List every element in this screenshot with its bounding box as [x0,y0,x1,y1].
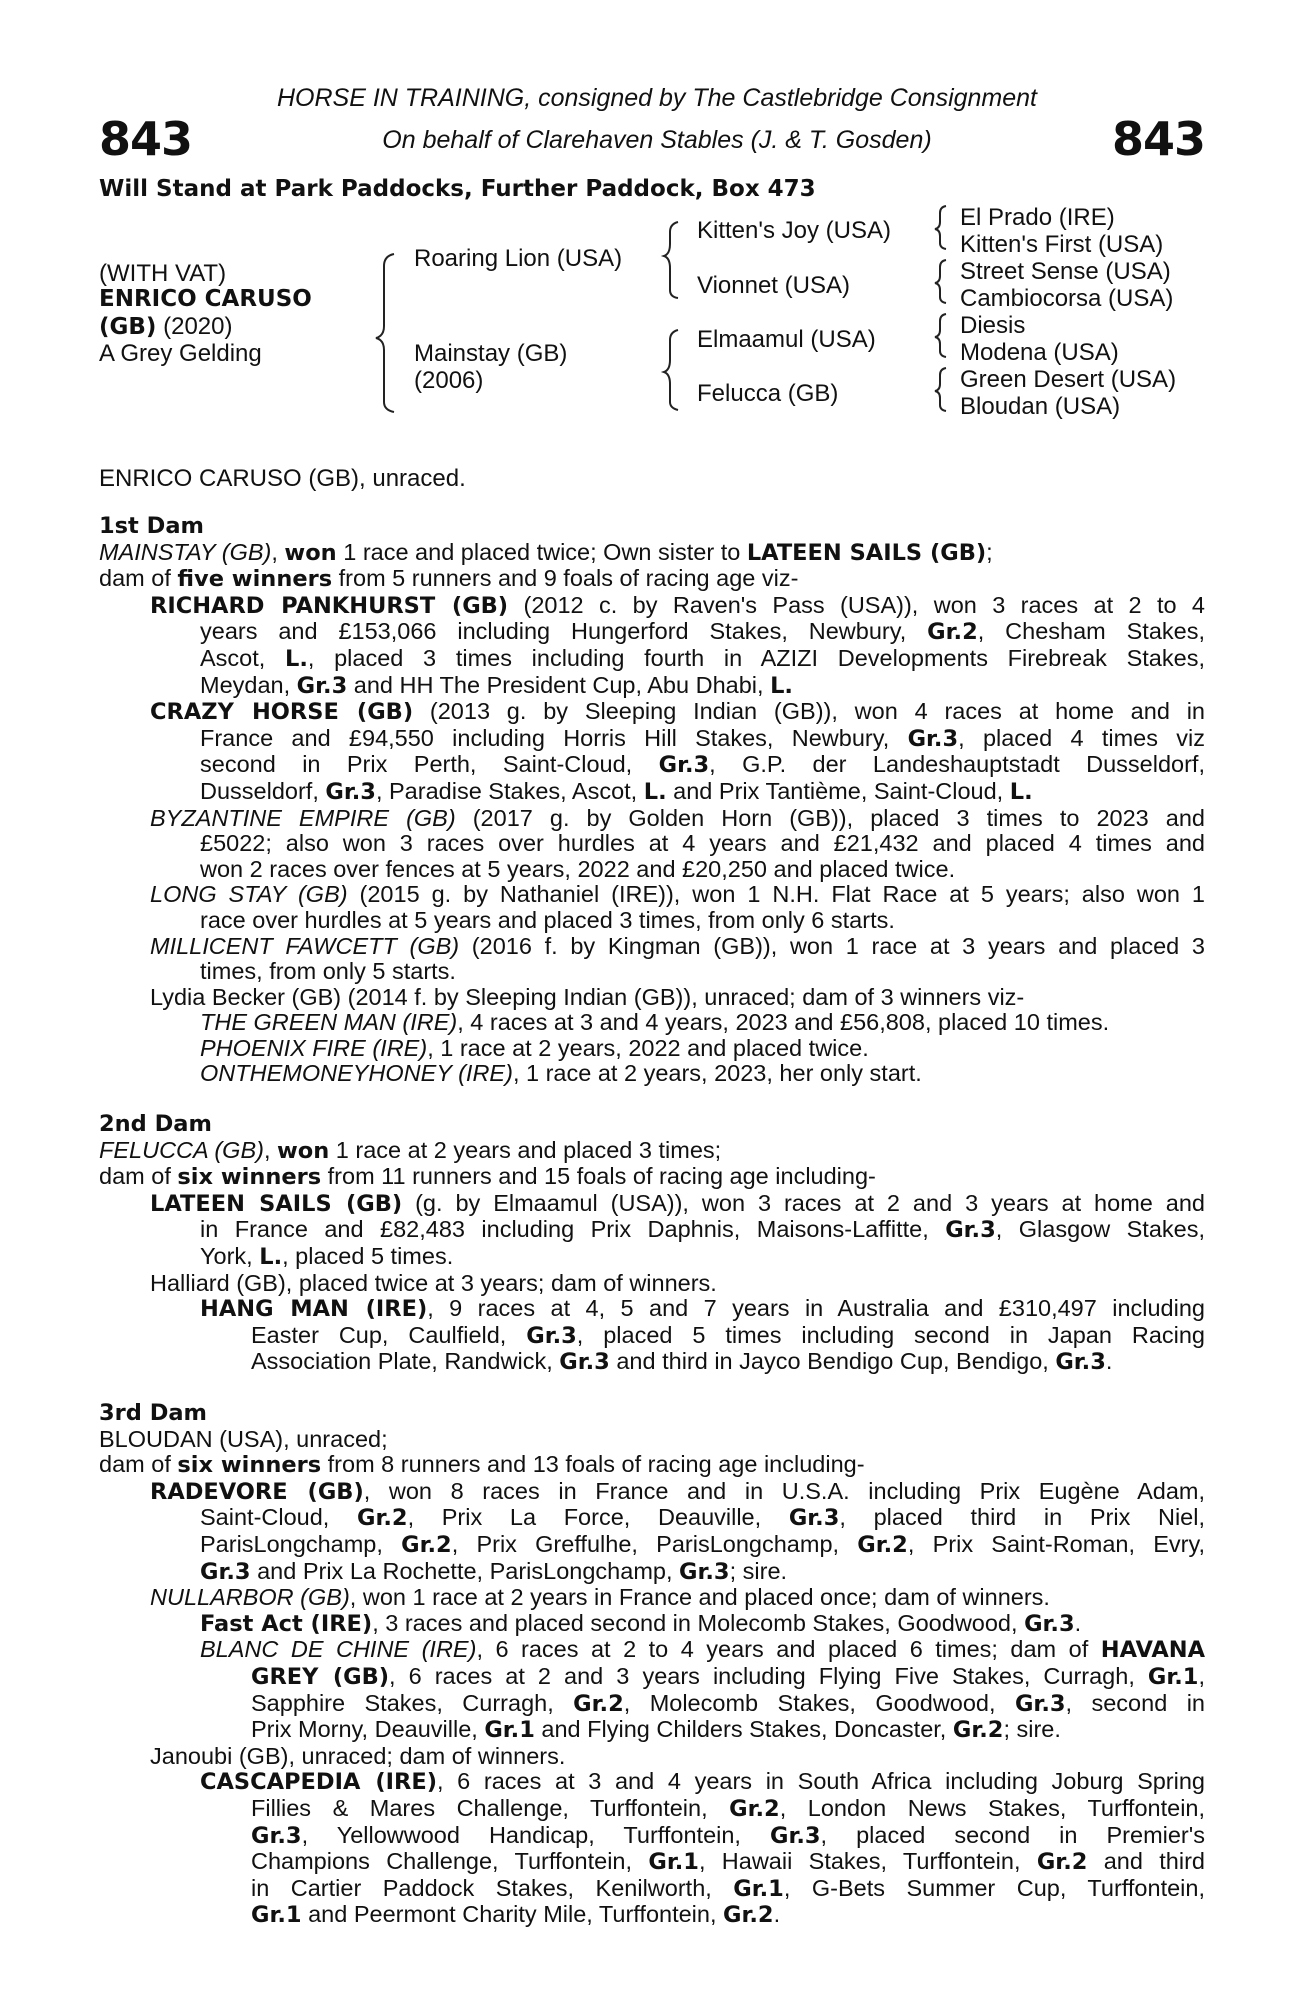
bold-text: five winners [177,566,333,593]
text: , Prix Greffulhe, ParisLongchamp, [451,1530,858,1557]
text: , Paradise Stakes, Ascot, [375,777,644,804]
text: , [271,538,285,565]
bold-text: Gr.1 [484,1717,535,1744]
record-line [99,566,1205,593]
text: from 8 runners and 13 foals of racing age including- [321,1451,865,1478]
brace-sire [664,222,678,298]
record-line [200,673,1205,700]
italic-text: PHOENIX FIRE (IRE) [200,1034,428,1061]
bold-text: HAVANA [1100,1637,1205,1664]
pedigree-sds: Street Sense (USA) [960,258,1171,285]
bold-text: Gr.2 [857,1531,908,1558]
text: , 3 races and placed second in Molecomb Stakes, Goodwood, [372,1609,1025,1636]
record-line [200,726,1205,753]
text: , Molecomb Stakes, Goodwood, [623,1689,1015,1716]
text: Dusseldorf, [200,777,326,804]
text: , won 8 races in France and in U.S.A. including Prix Eugène Adam, [363,1477,1205,1504]
record-line [200,908,1205,934]
record-line [200,1296,1205,1323]
record-line [200,1505,1205,1532]
horse-description: A Grey Gelding [99,340,262,367]
bold-text: Gr.3 [907,725,959,752]
italic-text: THE GREEN MAN (IRE) [200,1009,458,1036]
record-line [200,959,1205,985]
bold-text: Gr.3 [788,1505,840,1532]
bold-text: Gr.2 [401,1531,452,1558]
bold-text: Gr.3 [945,1217,996,1244]
bold-text: Gr.3 [1024,1610,1075,1637]
pedigree-ddd: Bloudan (USA) [960,393,1121,420]
record-line [200,646,1205,673]
text: and Prix La Rochette, ParisLongchamp, [250,1557,680,1584]
text: (g. by Elmaamul (USA)), won 3 races at 2 and 3 years at home and [402,1189,1205,1216]
record-line [200,1010,1205,1036]
bold-text: Gr.2 [729,1795,780,1822]
text: ; [986,538,993,565]
record-line [251,1876,1205,1903]
text: Fillies & Mares Challenge, Turffontein, [251,1794,730,1821]
pedigree-dds: Green Desert (USA) [960,366,1177,393]
bold-text: Gr.3 [526,1322,577,1349]
record-line [150,1744,1205,1770]
text: (2016 f. by Kingman (GB)), won 1 race at 3 years and placed 3 [459,932,1205,959]
text: Association Plate, Randwick, [251,1348,560,1375]
record-line [200,831,1205,857]
text: France and £94,550 including Horris Hill Stakes, Newbury, [200,724,908,751]
text: Prix Morny, Deauville, [251,1716,485,1743]
record-line [200,1611,1205,1638]
record-line [200,1637,1205,1664]
record-line [251,1717,1205,1744]
text: , placed second in Premier's [820,1821,1205,1848]
bold-text: Fast Act (IRE) [200,1610,373,1637]
bold-text: LATEEN SAILS (GB) [746,539,987,566]
text: , Chesham Stakes, [977,618,1205,645]
text: (2013 g. by Sleeping Indian (GB)), won 4 races at home and in [413,698,1205,725]
text: , [263,1136,278,1163]
bold-text: six winners [177,1164,322,1191]
pedigree-dam: Mainstay (GB) [414,340,568,367]
pedigree-sss: El Prado (IRE) [960,204,1115,231]
bold-text: won [277,1137,330,1164]
pedigree-sire: Roaring Lion (USA) [414,245,623,272]
text: , 4 races at 3 and 4 years, 2023 and £56,808, placed 10 times. [457,1009,1110,1036]
bold-text: Gr.3 [769,1822,821,1849]
text: , London News Stakes, Turffontein, [779,1794,1206,1821]
bold-text: Gr.1 [1147,1663,1199,1690]
brace-dam [664,330,678,410]
text: , second in [1065,1689,1205,1716]
text: Sapphire Stakes, Curragh, [251,1689,574,1716]
pedigree-sd: Vionnet (USA) [697,272,850,299]
text: won 2 races over fences at 5 years, 2022 and £20,250 and placed twice. [200,855,956,882]
text: Ascot, [200,644,285,671]
stand-location: Will Stand at Park Paddocks, Further Paddock, Box 473 [99,176,816,202]
record-line [150,1585,1205,1611]
lot-number-left: 843 [99,112,193,166]
text: dam of [99,565,178,592]
text: Champions Challenge, Turffontein, [251,1848,649,1875]
record-line [150,593,1205,620]
bold-text: Gr.2 [723,1902,774,1929]
text: York, [200,1243,260,1270]
text: , placed 5 times including second in Japan Racing [576,1321,1205,1348]
dam-heading: 3rd Dam [99,1400,207,1426]
record-line [200,1532,1205,1559]
record-line [99,540,1205,567]
record-line [150,934,1205,960]
bold-text: Gr.2 [573,1690,624,1717]
text: , 6 races at 2 to 4 years and placed 6 times; dam of [476,1636,1101,1663]
bold-text: Gr.3 [679,1558,730,1585]
text: race over hurdles at 5 years and placed 3 times, from only 6 starts. [200,906,895,933]
text: and HH The President Cup, Abu Dhabi, [347,671,771,698]
italic-text: FELUCCA (GB) [99,1136,264,1163]
bold-text: L. [259,1244,283,1271]
bold-text: RADEVORE (GB) [150,1478,364,1505]
text: £5022; also won 3 races over hurdles at 4 years and £21,432 and placed 4 times and [200,830,1205,857]
record-line [251,1796,1205,1823]
text: , Prix Saint-Roman, Evry, [907,1530,1206,1557]
text: Easter Cup, Caulfield, [251,1321,527,1348]
text: . [1074,1609,1082,1636]
bold-text: L. [1009,778,1033,805]
record-line [150,806,1205,832]
text: dam of [99,1163,178,1190]
record-line [200,1217,1205,1244]
text: , placed 3 times including fourth in AZIZI Developments Firebreak Stakes, [307,644,1205,671]
record-line [251,1849,1205,1876]
brace-sd [935,260,946,303]
record-line [99,1164,1205,1191]
text: , [1198,1662,1205,1689]
record-line [251,1664,1205,1691]
bold-text: LATEEN SAILS (GB) [150,1190,403,1217]
bold-text: Gr.1 [251,1902,302,1929]
text: , 9 races at 4, 5 and 7 years in Australia and £310,497 including [427,1295,1205,1322]
text: , 1 race at 2 years, 2022 and placed twice. [427,1034,869,1061]
bold-text: Gr.3 [296,672,348,699]
record-line [200,1559,1205,1586]
text: (2012 c. by Raven's Pass (USA)), won 3 races at 2 to 4 [508,591,1205,618]
pedigree-dsd: Modena (USA) [960,339,1119,366]
bold-text: Gr.2 [927,619,978,646]
text: in Cartier Paddock Stakes, Kenilworth, [251,1874,734,1901]
dam-section [99,1112,1205,1376]
record-line [99,1427,1205,1453]
text: and third in Jayco Bendigo Cup, Bendigo, [609,1348,1056,1375]
text: ParisLongchamp, [200,1530,402,1557]
text: , placed third in Prix Niel, [839,1504,1205,1531]
bold-text: Gr.1 [648,1849,699,1876]
text: times, from only 5 starts. [200,958,456,985]
bold-text: Gr.1 [733,1875,784,1902]
bold-text: CRAZY HORSE (GB) [150,699,414,726]
record-line [200,752,1205,779]
text: in France and £82,483 including Prix Daphnis, Maisons-Laffitte, [200,1216,946,1243]
bold-text: Gr.3 [1055,1349,1106,1376]
record-line [200,619,1205,646]
text: , won 1 race at 2 years in France and placed once; dam of winners. [349,1584,1050,1611]
text: Lydia Becker (GB) (2014 f. by Sleeping Indian (GB)), unraced; dam of 3 winners viz- [150,983,1025,1010]
bold-text: six winners [177,1452,322,1479]
record-line [251,1323,1205,1350]
pedigree-ds: Elmaamul (USA) [697,326,876,353]
text: Halliard (GB), placed twice at 3 years; dam of winners. [150,1269,717,1296]
record-line [150,985,1205,1011]
dam-section [99,1401,1205,1929]
pedigree-ss: Kitten's Joy (USA) [697,217,891,244]
bold-text: Gr.3 [658,752,710,779]
text: (2015 g. by Nathaniel (IRE)), won 1 N.H. Flat Race at 5 years; also won 1 [347,881,1205,908]
text: 1 race at 2 years and placed 3 times; [329,1136,722,1163]
bold-text: Gr.3 [200,1558,251,1585]
text: ; sire. [1003,1716,1061,1743]
record-line [251,1349,1205,1376]
record-line [200,1036,1205,1062]
text: , Hawaii Stakes, Turffontein, [698,1848,1037,1875]
text: Meydan, [200,671,297,698]
record-line [150,1271,1205,1297]
bold-text: L. [770,672,793,699]
text: , Yellowwood Handicap, Turffontein, [301,1821,770,1848]
record-line [251,1902,1205,1929]
horse-year: (2020) [163,313,233,340]
bold-text: L. [285,645,308,672]
dam-heading: 2nd Dam [99,1111,212,1138]
dam-sections [99,514,1205,1954]
italic-text: ONTHEMONEYHONEY (IRE) [200,1060,513,1087]
text: . [1105,1348,1113,1375]
text: 1 race and placed twice; Own sister to [336,538,747,565]
text: , G-Bets Summer Cup, Turffontein, [783,1874,1205,1901]
italic-text: NULLARBOR (GB) [150,1584,350,1611]
bold-text: Gr.2 [357,1505,408,1532]
italic-text: MILLICENT FAWCETT (GB) [150,932,460,959]
record-line [200,1244,1205,1271]
record-line [99,1452,1205,1479]
bold-text: Gr.3 [1014,1690,1066,1717]
record-line [200,1769,1205,1796]
pedigree-ssd: Kitten's First (USA) [960,231,1164,258]
consignor-line: HORSE IN TRAINING, consigned by The Castlebridge Consignment [276,84,1038,112]
dam-section [99,514,1205,1087]
record-line [200,779,1205,806]
text: from 5 runners and 9 foals of racing age viz- [332,565,799,592]
vat-note: (WITH VAT) [99,260,227,287]
dam-heading: 1st Dam [99,513,204,539]
text: . [773,1901,781,1928]
bold-text: won [284,539,337,566]
bold-text: Gr.3 [251,1822,302,1849]
bold-text: Gr.3 [559,1349,610,1376]
text: and third [1087,1848,1205,1875]
text: , Glasgow Stakes, [995,1216,1206,1243]
bold-text: RICHARD PANKHURST (GB) [150,592,509,619]
bold-text: L. [643,778,667,805]
pedigree-dam-year: (2006) [414,367,484,394]
bold-text: CASCAPEDIA (IRE) [200,1769,437,1796]
italic-text: BLANC DE CHINE (IRE) [200,1636,477,1663]
brace-main [376,254,394,412]
text: second in Prix Perth, Saint-Cloud, [200,751,659,778]
bold-text: Gr.2 [1036,1849,1088,1876]
text: dam of [99,1451,178,1478]
text: , 6 races at 2 and 3 years including Flying Five Stakes, Curragh, [389,1662,1148,1689]
text: and Flying Childers Stakes, Doncaster, [534,1716,953,1743]
record-line [200,1061,1205,1087]
record-line [99,1138,1205,1165]
record-line [251,1691,1205,1718]
record-line [251,1823,1205,1850]
text: and Peermont Charity Mile, Turffontein, [301,1901,724,1928]
record-line [150,882,1205,908]
pedigree-sdd: Cambiocorsa (USA) [960,285,1174,312]
italic-text: LONG STAY (GB) [150,881,348,908]
text: , placed 4 times viz [958,724,1205,751]
record-line [150,1191,1205,1218]
brace-dd [935,368,946,411]
text: (2017 g. by Golden Horn (GB)), placed 3 times to 2023 and [455,804,1205,831]
text: , placed 5 times. [282,1243,454,1270]
horse-name: ENRICO CARUSO [99,286,312,312]
pedigree-dd: Felucca (GB) [697,380,839,407]
text: , G.P. der Landeshauptstadt Dusseldorf, [709,751,1205,778]
brace-ds [935,314,946,357]
text: Saint-Cloud, [200,1504,357,1531]
bold-text: Gr.3 [325,778,376,805]
brace-ss [935,206,946,249]
text: years and £153,066 including Hungerford Stakes, Newbury, [200,618,928,645]
record-line [150,699,1205,726]
italic-text: BYZANTINE EMPIRE (GB) [150,804,456,831]
record-line [200,857,1205,883]
lot-number-right: 843 [1111,112,1205,166]
text: ; sire. [729,1557,788,1584]
text: Janoubi (GB), unraced; dam of winners. [150,1742,566,1769]
race-summary: ENRICO CARUSO (GB), unraced. [99,465,466,492]
pedigree-dss: Diesis [960,312,1026,339]
bold-text: GREY (GB) [251,1663,390,1690]
text: and Prix Tantième, Saint-Cloud, [666,777,1010,804]
text: , 6 races at 3 and 4 years in South Africa including Joburg Spring [436,1768,1205,1795]
record-line [150,1479,1205,1506]
horse-country: (GB) [99,314,157,340]
italic-text: MAINSTAY (GB) [99,538,272,565]
text: from 11 runners and 15 foals of racing age including- [321,1163,876,1190]
text: BLOUDAN (USA), unraced; [99,1425,388,1452]
bold-text: Gr.2 [952,1717,1004,1744]
text: , 1 race at 2 years, 2023, her only start. [512,1060,922,1087]
text: , Prix La Force, Deauville, [407,1504,789,1531]
bold-text: HANG MAN (IRE) [200,1296,428,1323]
on-behalf-line: On behalf of Clarehaven Stables (J. & T. Gosden) [382,126,932,154]
